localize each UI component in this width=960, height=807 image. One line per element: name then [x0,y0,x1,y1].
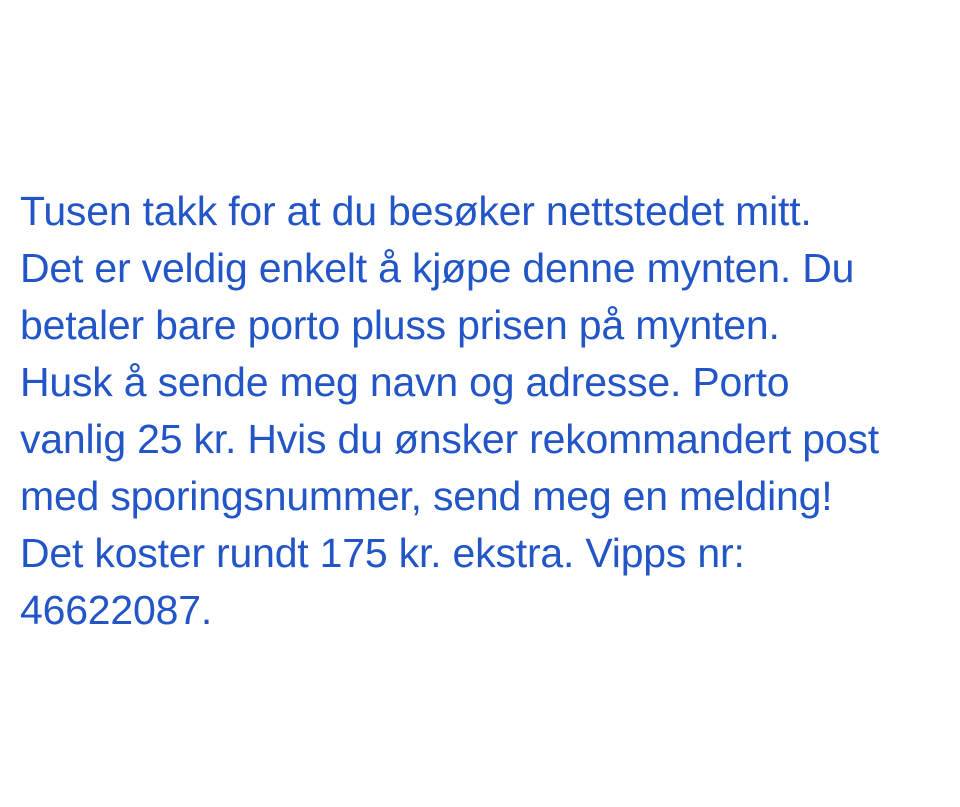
description-line-2: Det er veldig enkelt å kjøpe denne mynten. Du [20,245,855,291]
description-line-6: med sporingsnummer, send meg en melding! [20,473,833,519]
seller-description-text [20,183,950,639]
description-line-3: betaler bare porto pluss prisen på mynten. [20,302,780,348]
description-line-5: vanlig 25 kr. Hvis du ønsker rekommandert post [20,416,879,462]
description-line-4: Husk å sende meg navn og adresse. Porto [20,359,790,405]
description-line-7: Det koster rundt 175 kr. ekstra. Vipps nr: [20,530,745,576]
description-line-8: 46622087. [20,587,213,633]
description-line-1: Tusen takk for at du besøker nettstedet mitt. [20,188,812,234]
